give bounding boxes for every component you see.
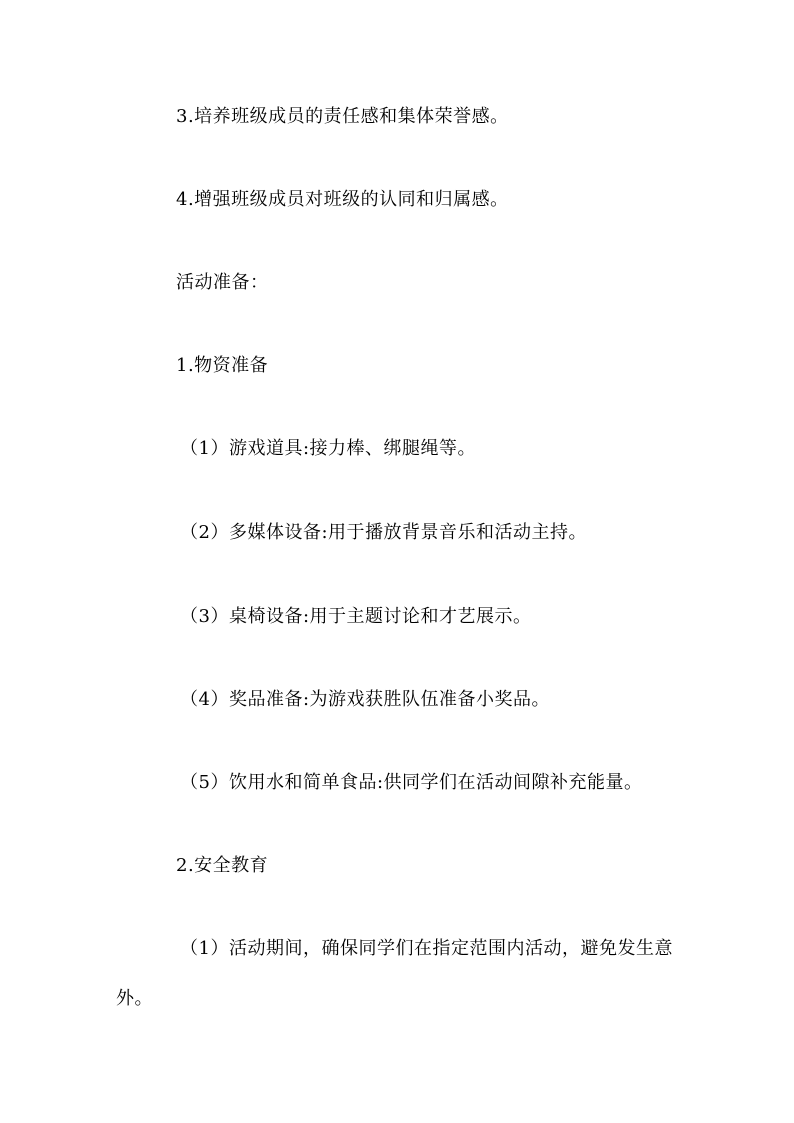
- materials-item-3: （3）桌椅设备:用于主题讨论和才艺展示。: [180, 606, 532, 627]
- materials-item-1: （1）游戏道具:接力棒、绑腿绳等。: [180, 438, 477, 459]
- subheading-safety: 2.安全教育: [176, 855, 269, 876]
- materials-item-2: （2）多媒体设备:用于播放背景音乐和活动主持。: [180, 522, 588, 543]
- materials-item-5: （5）饮用水和简单食品:供同学们在活动间隙补充能量。: [180, 772, 643, 793]
- safety-item-1-continuation: 外。: [116, 988, 153, 1009]
- goal-item-4: 4.增强班级成员对班级的认同和归属感。: [176, 189, 509, 210]
- safety-item-1: （1）活动期间，确保同学们在指定范围内活动，避免发生意: [180, 938, 673, 959]
- materials-item-4: （4）奖品准备:为游戏获胜队伍准备小奖品。: [180, 689, 551, 710]
- goal-item-3: 3.培养班级成员的责任感和集体荣誉感。: [176, 106, 509, 127]
- subheading-materials: 1.物资准备: [176, 355, 269, 376]
- section-heading-preparation: 活动准备：: [176, 272, 269, 293]
